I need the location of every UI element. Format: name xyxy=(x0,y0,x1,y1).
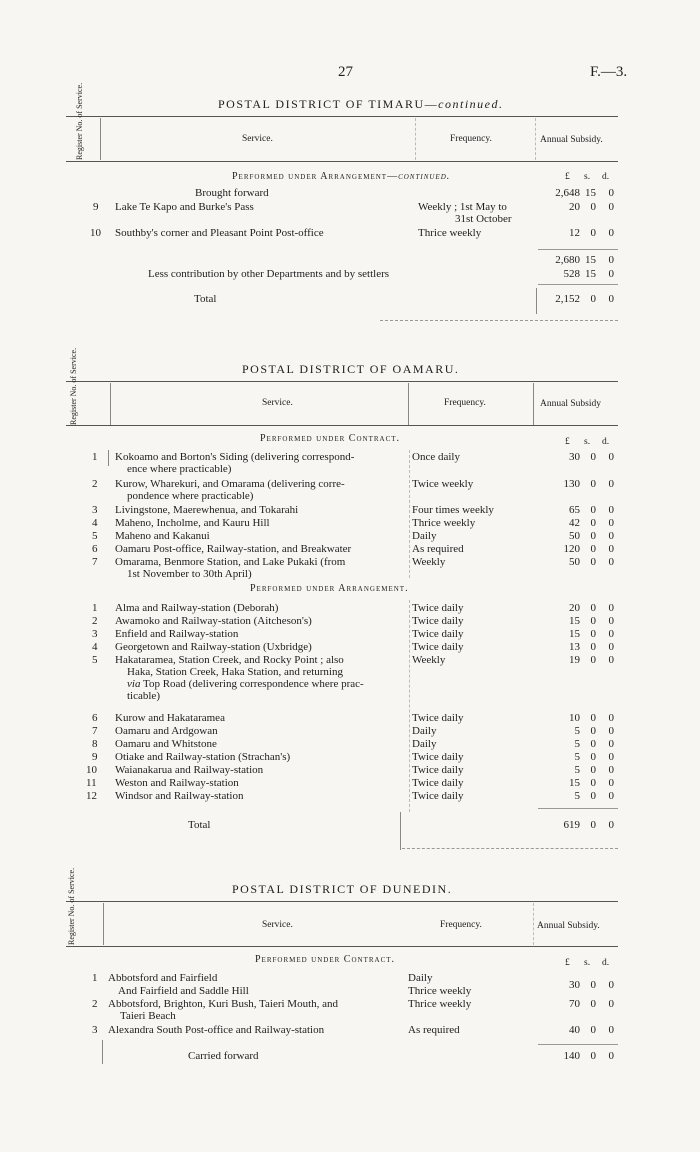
dunedin-frequency-header: Frequency. xyxy=(440,920,482,930)
currency-shillings: s. xyxy=(584,172,591,182)
timaru-service-header: Service. xyxy=(242,134,273,144)
dunedin-subtitle: Performed under Contract. xyxy=(255,954,396,965)
table-row-frequency: As required xyxy=(408,1024,460,1036)
table-row-service: Kokoamo and Borton's Siding (delivering correspond- xyxy=(115,451,355,463)
table-row-number: 5 xyxy=(92,530,98,542)
timaru-total-label: Total xyxy=(194,293,217,305)
brought-forward-label: Brought forward xyxy=(195,187,269,199)
table-row-frequency: Twice weekly xyxy=(412,478,474,490)
table-row-frequency: Twice daily xyxy=(412,790,464,802)
table-row-number: 12 xyxy=(86,790,97,802)
table-row-frequency: Once daily xyxy=(412,451,460,463)
timaru-frequency-header: Frequency. xyxy=(450,134,492,144)
table-row-frequency: Twice daily xyxy=(412,615,464,627)
currency-pence: d. xyxy=(602,172,610,182)
table-row-number: 7 xyxy=(92,556,98,568)
table-row-frequency: Thrice weekly xyxy=(418,227,482,239)
table-row-service: Southby's corner and Pleasant Point Post-office xyxy=(115,227,324,239)
table-row-number: 2 xyxy=(92,478,98,490)
table-row-number: 10 xyxy=(86,764,97,776)
table-row-service: Kurow and Hakataramea xyxy=(115,712,225,724)
timaru-total: 2,152 xyxy=(555,293,580,305)
table-row-number: 1 xyxy=(92,451,98,463)
table-row-frequency: Twice daily xyxy=(412,602,464,614)
table-row-number: 9 xyxy=(92,751,98,763)
table-row-service: Awamoko and Railway-station (Aitcheson's) xyxy=(115,615,312,627)
dunedin-subsidy-header: Annual Subsidy. xyxy=(537,921,600,931)
timaru-sum: 2,680 xyxy=(555,254,580,266)
table-row-number: 3 xyxy=(92,628,98,640)
table-row-frequency: Twice daily xyxy=(412,751,464,763)
table-row-number: 4 xyxy=(92,517,98,529)
table-row-number: 1 xyxy=(92,972,98,984)
carried-forward-total: 140 xyxy=(563,1050,580,1062)
dunedin-register-header: Register No. of Service. xyxy=(67,867,76,945)
table-row-service: Oamaru Post-office, Railway-station, and Breakwater xyxy=(115,543,352,555)
table-row-frequency: Twice daily xyxy=(412,641,464,653)
table-row-frequency: Thrice weekly xyxy=(408,998,472,1010)
oamaru-frequency-header: Frequency. xyxy=(444,398,486,408)
oamaru-total-label: Total xyxy=(188,819,211,831)
dunedin-service-header: Service. xyxy=(262,920,293,930)
table-row-service: Waianakarua and Railway-station xyxy=(115,764,264,776)
table-row-frequency: Daily xyxy=(412,725,437,737)
dunedin-title: POSTAL DISTRICT OF DUNEDIN. xyxy=(232,882,453,896)
oamaru-subsidy-header: Annual Subsidy xyxy=(540,399,601,409)
oamaru-total: 619 xyxy=(563,819,580,831)
table-row-number: 9 xyxy=(93,201,99,213)
timaru-subtitle: Performed under Arrangement—continued. xyxy=(232,171,451,182)
table-row-number: 2 xyxy=(92,615,98,627)
page-number: 27 xyxy=(338,64,353,80)
carried-forward-label: Carried forward xyxy=(188,1050,259,1062)
oamaru-subtitle-contract: Performed under Contract. xyxy=(260,433,401,444)
table-row-number: 5 xyxy=(92,654,98,666)
table-row-service: Kurow, Wharekuri, and Omarama (delivering corre- xyxy=(115,478,345,490)
oamaru-register-header: Register No. of Service. xyxy=(69,347,78,425)
table-row-frequency: Twice daily xyxy=(412,628,464,640)
table-row-service: Maheno, Incholme, and Kauru Hill xyxy=(115,517,270,529)
table-row-frequency: Weekly xyxy=(412,654,446,666)
table-row-number: 6 xyxy=(92,712,98,724)
table-row-service: Oamaru and Ardgowan xyxy=(115,725,218,737)
table-row-frequency: Thrice weekly xyxy=(412,517,476,529)
currency-pounds: £ xyxy=(565,172,570,182)
table-row-frequency: Twice daily xyxy=(412,712,464,724)
table-row-service: Lake Te Kapo and Burke's Pass xyxy=(115,201,254,213)
table-row-service: Georgetown and Railway-station (Uxbridge) xyxy=(115,641,312,653)
table-row-service: Omarama, Benmore Station, and Lake Pukaki (from xyxy=(115,556,346,568)
oamaru-subtitle-arrangement: Performed under Arrangement. xyxy=(250,583,409,594)
table-row-number: 6 xyxy=(92,543,98,555)
table-row-service: Abbotsford, Brighton, Kuri Bush, Taieri Mouth, and xyxy=(108,998,339,1010)
timaru-register-header: Register No. of Service. xyxy=(75,82,84,160)
table-row-service: Hakataramea, Station Creek, and Rocky Point ; also xyxy=(115,654,344,666)
table-row-number: 3 xyxy=(92,1024,98,1036)
table-row-number: 2 xyxy=(92,998,98,1010)
table-row-number: 8 xyxy=(92,738,98,750)
timaru-subsidy-header: Annual Subsidy. xyxy=(540,135,603,145)
table-row-frequency: Twice daily xyxy=(412,777,464,789)
table-row-service: Abbotsford and Fairfield xyxy=(108,972,218,984)
table-row-service: Alexandra South Post-office and Railway-station xyxy=(108,1024,325,1036)
table-row-number: 4 xyxy=(92,641,98,653)
document-code: F.—3. xyxy=(590,64,628,80)
table-row-service: Maheno and Kakanui xyxy=(115,530,210,542)
table-row-frequency: Four times weekly xyxy=(412,504,494,516)
table-row-service: Windsor and Railway-station xyxy=(115,790,244,802)
table-row-frequency: Daily xyxy=(408,972,433,984)
table-row-number: 1 xyxy=(92,602,98,614)
table-row-number: 10 xyxy=(90,227,101,239)
table-row-service: Livingstone, Maerewhenua, and Tokarahi xyxy=(115,504,299,516)
table-row-frequency: As required xyxy=(412,543,464,555)
table-row-number: 11 xyxy=(86,777,97,789)
table-row-service: Otiake and Railway-station (Strachan's) xyxy=(115,751,291,763)
table-row-frequency: Weekly xyxy=(412,556,446,568)
table-row-frequency: Daily xyxy=(412,530,437,542)
timaru-title: POSTAL DISTRICT OF TIMARU—continued. xyxy=(218,97,504,111)
oamaru-title: POSTAL DISTRICT OF OAMARU. xyxy=(242,362,460,376)
table-row-number: 7 xyxy=(92,725,98,737)
table-row-service: Enfield and Railway-station xyxy=(115,628,239,640)
table-row-frequency: Weekly ; 1st May to xyxy=(418,201,507,213)
less-contribution-label: Less contribution by other Departments and by settlers xyxy=(148,268,390,280)
table-row-frequency: Twice daily xyxy=(412,764,464,776)
table-row-service: Weston and Railway-station xyxy=(115,777,239,789)
table-row-service: Oamaru and Whitstone xyxy=(115,738,217,750)
table-row-number: 3 xyxy=(92,504,98,516)
oamaru-service-header: Service. xyxy=(262,398,293,408)
table-row-service: Alma and Railway-station (Deborah) xyxy=(115,602,279,614)
table-row-frequency: Daily xyxy=(412,738,437,750)
